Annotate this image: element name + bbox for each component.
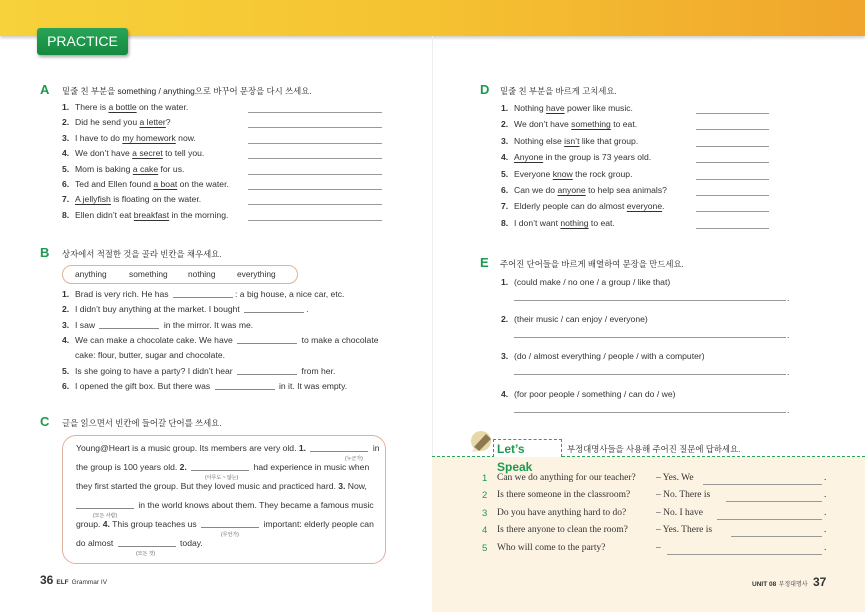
item-number: 4. bbox=[501, 388, 509, 399]
item-number: 5. bbox=[501, 168, 509, 179]
item-text: to eat. bbox=[588, 217, 615, 228]
item-number: 1. bbox=[501, 103, 509, 113]
list-item bbox=[62, 289, 344, 299]
item-text: like that group. bbox=[579, 135, 639, 146]
item-text: . bbox=[306, 304, 309, 315]
passage-text: Young@Heart is a music group. Its members are very old. bbox=[76, 443, 299, 453]
passage-text: important: elderly people can bbox=[261, 519, 374, 529]
answer-blank[interactable] bbox=[118, 538, 176, 547]
period: . bbox=[824, 473, 827, 483]
answer-prompt: – bbox=[656, 542, 661, 553]
item-text: Ted and Ellen found bbox=[75, 179, 154, 189]
item-number: 2. bbox=[62, 304, 70, 315]
word-option: everything bbox=[237, 269, 276, 279]
period: . bbox=[824, 490, 827, 501]
item-text: in the morning. bbox=[169, 209, 229, 220]
answer-line[interactable] bbox=[514, 412, 786, 413]
page-number: 37 bbox=[812, 575, 827, 589]
word-option: something bbox=[129, 269, 168, 279]
underlined-phrase: Anyone bbox=[514, 152, 544, 163]
item-number: 7. bbox=[62, 194, 70, 205]
answer-line[interactable] bbox=[696, 195, 769, 196]
answer-line[interactable] bbox=[696, 146, 769, 147]
list-item bbox=[62, 350, 225, 360]
passage-text: the group is 100 years old. bbox=[76, 462, 180, 472]
item-text: in it. It was empty. bbox=[276, 380, 348, 391]
underlined-phrase: a letter bbox=[139, 117, 166, 128]
list-item bbox=[501, 201, 665, 211]
underlined-phrase: isn’t bbox=[564, 135, 580, 146]
list-item bbox=[62, 335, 379, 345]
answer-line[interactable] bbox=[696, 228, 769, 229]
list-item bbox=[501, 152, 651, 162]
item-number: 6. bbox=[62, 179, 70, 189]
answer-line[interactable] bbox=[248, 204, 382, 205]
answer-line[interactable] bbox=[514, 337, 786, 338]
item-text: Mom is baking bbox=[75, 163, 133, 174]
item-number: 1. bbox=[62, 289, 70, 299]
underlined-phrase: know bbox=[552, 168, 573, 179]
item-text: (do / almost everything / people / with a computer) bbox=[514, 351, 705, 362]
item-number: 6. bbox=[62, 380, 70, 391]
item-number: 1 bbox=[482, 473, 488, 484]
unit-label: UNIT 08 bbox=[752, 581, 777, 588]
underlined-phrase: a boat bbox=[153, 179, 178, 189]
question: Can we do anything for our teacher? bbox=[497, 473, 636, 483]
answer-line[interactable] bbox=[696, 113, 769, 114]
item-text: Nothing bbox=[514, 103, 547, 113]
item-text: cake: flour, butter, sugar and chocolate. bbox=[75, 350, 226, 361]
blank-hint: (모든 것) bbox=[136, 551, 156, 557]
answer-line[interactable] bbox=[248, 143, 382, 144]
question: Who will come to the party? bbox=[497, 542, 606, 553]
lets-speak-title: 부정대명사들을 사용해 주어진 질문에 답하세요. bbox=[567, 444, 741, 454]
underlined-phrase: anyone bbox=[557, 185, 586, 195]
list-item bbox=[501, 185, 667, 195]
item-text: We don’t have bbox=[514, 119, 572, 130]
item-number: 1. bbox=[62, 102, 70, 112]
item-text: now. bbox=[175, 132, 196, 143]
item-text: We don’t have bbox=[75, 148, 133, 159]
item-text: in the group is 73 years old. bbox=[543, 152, 652, 163]
answer-prompt: – No. I have bbox=[656, 507, 703, 518]
list-item bbox=[501, 169, 632, 179]
item-number: 3 bbox=[482, 507, 488, 519]
passage-line bbox=[76, 519, 374, 529]
passage-line bbox=[76, 462, 369, 472]
item-number: 2 bbox=[482, 490, 488, 502]
period: . bbox=[787, 367, 790, 378]
answer-prompt: – Yes. There is bbox=[656, 525, 713, 536]
item-number: 8. bbox=[501, 217, 509, 228]
item-number: 6. bbox=[501, 185, 509, 195]
period: . bbox=[787, 293, 790, 303]
passage-text: do almost bbox=[76, 538, 116, 548]
item-number: 7. bbox=[501, 201, 509, 212]
list-item bbox=[501, 119, 637, 129]
passage-text: they first started the group. But they loved music and practiced hard. bbox=[76, 481, 339, 491]
word-option: nothing bbox=[188, 269, 216, 279]
list-item bbox=[501, 218, 615, 228]
item-text: (for poor people / something / can do / we) bbox=[514, 388, 676, 399]
blank-number: 4. bbox=[102, 519, 110, 529]
passage-line bbox=[76, 538, 203, 548]
list-item bbox=[62, 164, 184, 174]
lets-speak-tab: Let’s Speak bbox=[493, 439, 562, 457]
item-text: to tell you. bbox=[162, 148, 205, 159]
answer-line[interactable] bbox=[248, 174, 382, 175]
blank-hint: (누군가) bbox=[345, 456, 363, 462]
answer-blank[interactable] bbox=[76, 500, 134, 509]
underlined-phrase: a secret bbox=[132, 148, 163, 159]
answer-line[interactable] bbox=[248, 158, 382, 159]
list-item bbox=[501, 389, 675, 399]
list-item bbox=[501, 351, 705, 361]
section-c-title: 글을 읽으면서 빈칸에 들어갈 단어를 쓰세요. bbox=[62, 418, 222, 428]
item-number: 1. bbox=[501, 277, 509, 287]
list-item bbox=[62, 210, 228, 220]
passage-line bbox=[76, 481, 367, 491]
passage-line bbox=[76, 500, 374, 510]
item-text: ? bbox=[165, 117, 171, 128]
blank-hint: (아무도 ~ 않는) bbox=[205, 475, 239, 481]
passage-line bbox=[76, 443, 380, 453]
item-number: 8. bbox=[62, 209, 70, 220]
answer-line[interactable] bbox=[726, 501, 822, 502]
item-number: 4. bbox=[62, 334, 70, 345]
answer-line[interactable] bbox=[696, 211, 769, 212]
underlined-phrase: something bbox=[571, 119, 611, 130]
period: . bbox=[824, 507, 827, 518]
item-text: I don’t want bbox=[514, 217, 561, 228]
underlined-phrase: nothing bbox=[560, 217, 589, 228]
answer-blank[interactable] bbox=[310, 443, 368, 452]
answer-prompt: – Yes. We bbox=[656, 473, 694, 483]
answer-line[interactable] bbox=[696, 179, 769, 180]
passage-text: in the world knows about them. They became a famous music bbox=[136, 500, 374, 510]
item-number: 3. bbox=[62, 132, 70, 143]
footer-right bbox=[752, 575, 826, 589]
answer-blank[interactable] bbox=[191, 462, 249, 471]
list-item bbox=[62, 117, 171, 127]
list-item bbox=[62, 366, 335, 376]
answer-line[interactable] bbox=[717, 519, 822, 520]
item-number: 5. bbox=[62, 163, 70, 174]
item-number: 4. bbox=[501, 152, 509, 163]
answer-line[interactable] bbox=[703, 484, 822, 485]
footer-left bbox=[40, 573, 107, 587]
item-text: Everyone bbox=[514, 168, 553, 179]
answer-line[interactable] bbox=[514, 374, 786, 375]
answer-line[interactable] bbox=[248, 189, 382, 190]
list-item bbox=[62, 304, 309, 314]
item-text: to make a chocolate bbox=[299, 334, 379, 345]
item-text: We can make a chocolate cake. We have bbox=[75, 334, 236, 345]
book-name: ELF bbox=[56, 579, 69, 586]
answer-line[interactable] bbox=[731, 536, 822, 537]
underlined-phrase: A jellyfish bbox=[75, 194, 111, 205]
item-text: (could make / no one / a group / like that) bbox=[514, 277, 671, 287]
item-number: 4 bbox=[482, 525, 488, 537]
item-text: Brad is very rich. He has bbox=[75, 289, 171, 299]
list-item bbox=[62, 133, 196, 143]
item-number: 5 bbox=[482, 542, 488, 554]
item-text: (their music / can enjoy / everyone) bbox=[514, 314, 648, 325]
answer-line[interactable] bbox=[667, 554, 822, 555]
item-text: to help sea animals? bbox=[585, 185, 667, 195]
section-e-title: 주어진 단어들을 바르게 배열하여 문장을 만드세요. bbox=[500, 259, 684, 269]
item-text: the rock group. bbox=[572, 168, 633, 179]
word-box bbox=[62, 265, 298, 284]
blank-number: 2. bbox=[179, 462, 187, 472]
item-text: to eat. bbox=[610, 119, 638, 130]
item-text: on the water. bbox=[177, 179, 229, 189]
item-text: Is she going to have a party? I didn’t hear bbox=[75, 365, 236, 376]
underlined-phrase: a cake bbox=[132, 163, 159, 174]
passage-text: in bbox=[370, 443, 380, 453]
item-number: 3. bbox=[62, 319, 70, 330]
list-item bbox=[501, 314, 648, 324]
item-text: : a big house, a nice car, etc. bbox=[235, 289, 345, 299]
passage-text: This group teaches us bbox=[109, 519, 197, 529]
item-number: 2. bbox=[501, 119, 509, 130]
underlined-phrase: breakfast bbox=[133, 209, 170, 220]
answer-blank[interactable] bbox=[237, 335, 297, 344]
item-text: Did he send you bbox=[75, 117, 140, 128]
item-number: 3. bbox=[501, 351, 509, 362]
passage-text: Now, bbox=[345, 481, 367, 491]
answer-blank[interactable] bbox=[244, 304, 304, 313]
item-text: from her. bbox=[299, 365, 336, 376]
pencil-icon bbox=[470, 430, 494, 452]
list-item bbox=[62, 381, 347, 391]
list-item bbox=[62, 179, 229, 189]
item-text: I have to do bbox=[75, 132, 123, 143]
period: . bbox=[824, 542, 827, 553]
answer-blank[interactable] bbox=[201, 519, 259, 528]
item-number: 5. bbox=[62, 365, 70, 376]
item-text: Elderly people can do almost bbox=[514, 201, 627, 212]
question: Do you have anything hard to do? bbox=[497, 507, 627, 518]
blank-number: 1. bbox=[298, 443, 307, 453]
page-number: 36 bbox=[40, 573, 54, 587]
list-item bbox=[501, 277, 670, 287]
list-item bbox=[501, 136, 638, 146]
answer-line[interactable] bbox=[514, 300, 786, 301]
section-c-letter: C bbox=[40, 414, 50, 429]
practice-badge: PRACTICE bbox=[37, 28, 128, 55]
underlined-phrase: a bottle bbox=[108, 102, 137, 112]
section-a-title: 밑줄 친 부분을 something / anything으로 바꾸어 문장을 다시 쓰세요. bbox=[62, 86, 312, 96]
item-number: 2. bbox=[501, 314, 509, 325]
answer-blank[interactable] bbox=[237, 366, 297, 375]
item-number: 2. bbox=[62, 117, 70, 128]
section-b-title: 상자에서 적절한 것을 골라 빈칸을 채우세요. bbox=[62, 249, 222, 259]
list-item bbox=[62, 320, 253, 330]
item-text: Ellen didn’t eat bbox=[75, 209, 134, 220]
item-text: on the water. bbox=[136, 102, 189, 112]
passage-box bbox=[62, 435, 386, 564]
answer-line[interactable] bbox=[696, 162, 769, 163]
blank-hint: (무언가) bbox=[221, 532, 239, 538]
answer-line[interactable] bbox=[248, 112, 382, 113]
item-text: Nothing else bbox=[514, 135, 565, 146]
item-text: for us. bbox=[158, 163, 185, 174]
question: Is there someone in the classroom? bbox=[497, 490, 631, 501]
answer-prompt: – No. There is bbox=[656, 490, 711, 501]
blank-hint: (모든 사람) bbox=[93, 513, 118, 519]
period: . bbox=[787, 330, 790, 341]
section-e-letter: E bbox=[480, 255, 489, 270]
passage-text: group. bbox=[76, 519, 103, 529]
section-d-letter: D bbox=[480, 82, 490, 97]
section-d-title: 밑줄 친 부분을 바르게 고치세요. bbox=[500, 86, 617, 96]
list-item bbox=[62, 102, 188, 112]
period: . bbox=[787, 404, 790, 415]
list-item bbox=[501, 103, 633, 113]
passage-text: today. bbox=[177, 538, 203, 548]
item-text: There is bbox=[75, 102, 109, 112]
list-item bbox=[62, 148, 204, 158]
item-text: . bbox=[662, 201, 665, 212]
unit-topic: 부정대명사 bbox=[778, 582, 808, 588]
item-text: I didn’t buy anything at the market. I bought bbox=[75, 304, 243, 315]
answer-line[interactable] bbox=[248, 220, 382, 221]
answer-blank[interactable] bbox=[215, 381, 275, 390]
item-text: I saw bbox=[75, 319, 98, 330]
period: . bbox=[824, 525, 827, 536]
underlined-phrase: have bbox=[546, 103, 565, 113]
passage-text: had experience in music when bbox=[251, 462, 370, 472]
word-option: anything bbox=[75, 269, 107, 279]
list-item bbox=[62, 194, 201, 204]
item-text: I opened the gift box. But there was bbox=[75, 380, 213, 391]
blank-number: 3. bbox=[338, 481, 346, 491]
answer-line[interactable] bbox=[248, 127, 382, 128]
underlined-phrase: my homework bbox=[122, 132, 176, 143]
section-a-letter: A bbox=[40, 82, 50, 97]
item-number: 4. bbox=[62, 148, 70, 159]
item-text: is floating on the water. bbox=[110, 194, 202, 205]
item-text: in the mirror. It was me. bbox=[161, 319, 254, 330]
item-text: Can we do bbox=[514, 185, 558, 195]
answer-line[interactable] bbox=[696, 129, 769, 130]
item-number: 3. bbox=[501, 135, 509, 146]
section-b-letter: B bbox=[40, 245, 50, 260]
answer-blank[interactable] bbox=[173, 289, 233, 298]
header-band bbox=[0, 0, 865, 36]
item-text: power like music. bbox=[564, 103, 633, 113]
book-title: Grammar IV bbox=[71, 579, 108, 586]
answer-blank[interactable] bbox=[99, 320, 159, 329]
question: Is there anyone to clean the room? bbox=[497, 525, 628, 536]
underlined-phrase: everyone bbox=[626, 201, 663, 212]
